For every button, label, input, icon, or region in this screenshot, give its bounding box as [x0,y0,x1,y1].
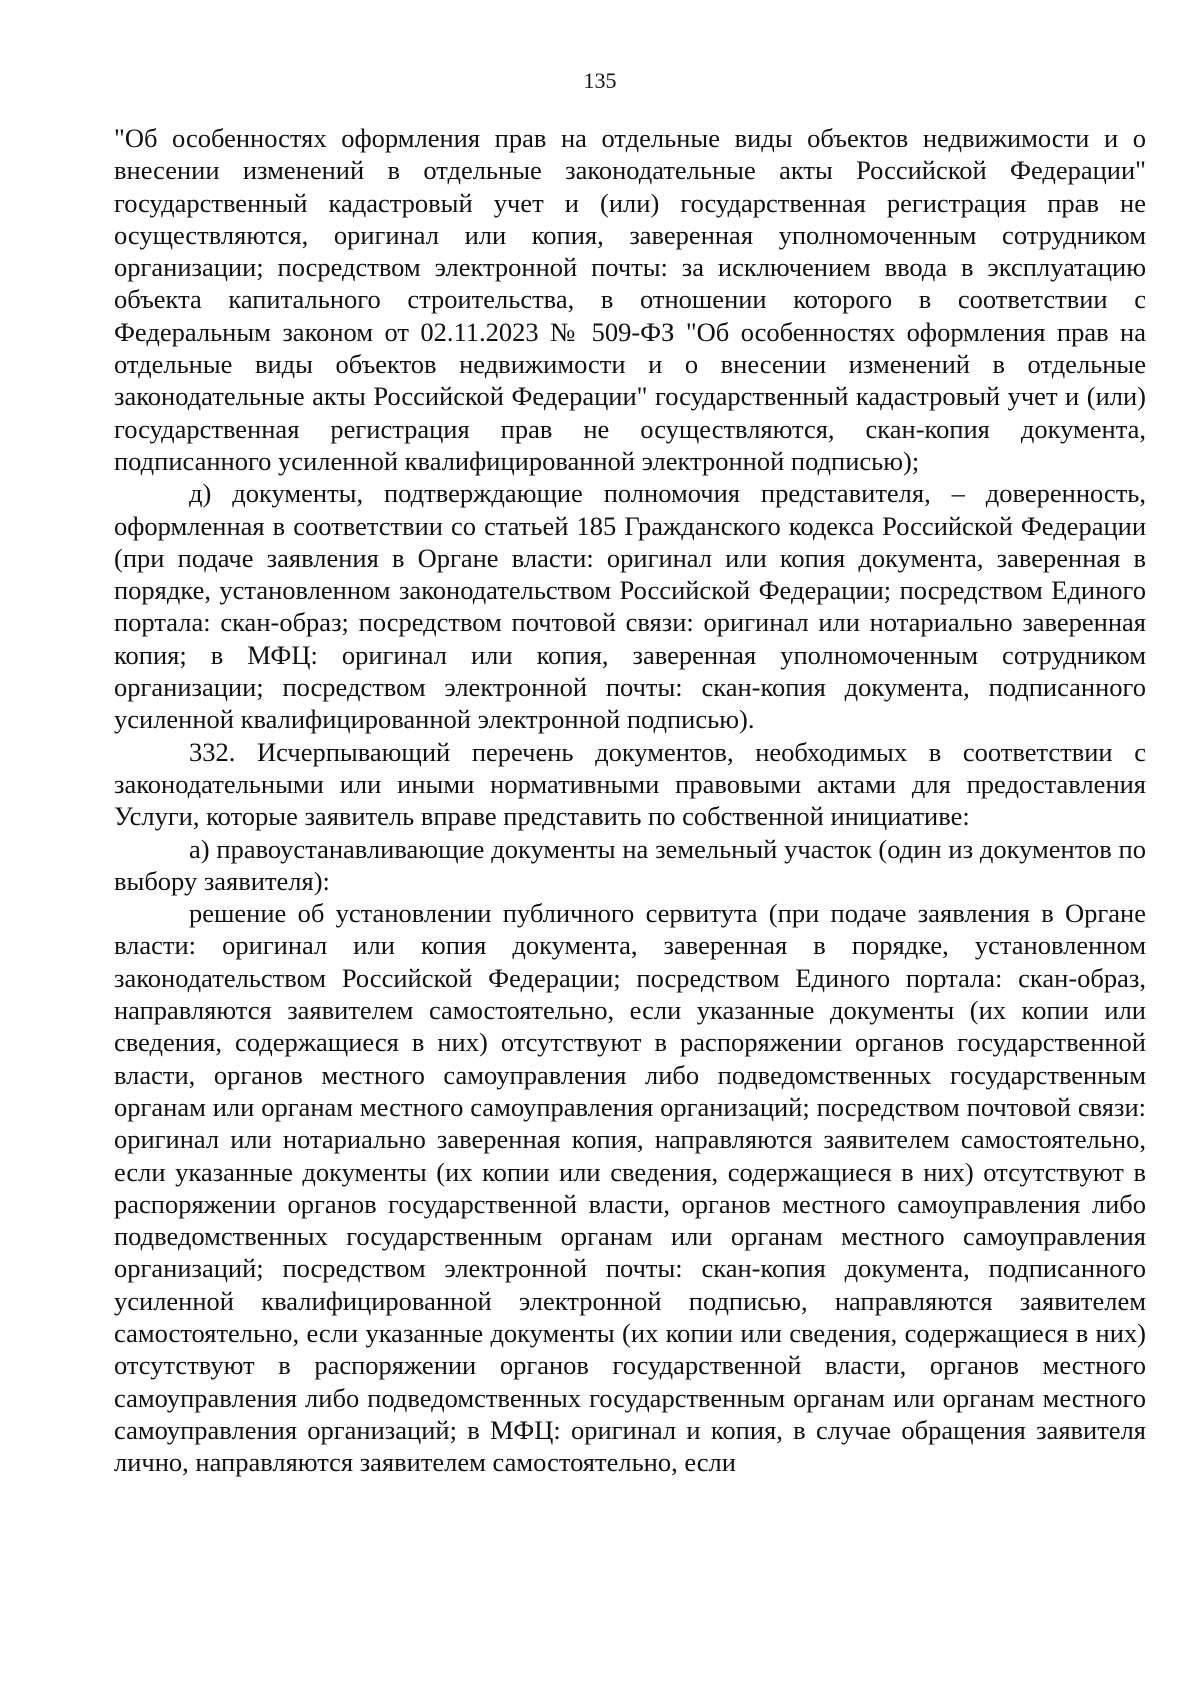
page-number: 135 [583,68,617,93]
paragraph-item-d: д) документы, подтверждающие полномочия представителя, – доверенность, оформленная в соответствии со статьей 185 Гражданского кодекса Российской Федерации (при подаче заявления в Органе власти: оригинал или копия документа, заверенная в порядке, установленном законодательством Российской Федерации; посредством Единого портала: скан-образ; посредством почтовой связи: оригинал или нотариально заверенная копия; в МФЦ: оригинал или копия, заверенная уполномоченным сотрудником организации; посредством электронной почты: скан-копия документа, подписанного усиленной квалифицированной электронной подписью). [114,478,1146,735]
paragraph-continuation: "Об особенностях оформления прав на отдельные виды объектов недвижимости и о внесении изменений в отдельные законодательные акты Российской Федерации" государственный кадастровый учет и (или) государственная регистрация прав не осуществляются, оригинал или копия, заверенная уполномоченным сотрудником организации; посредством электронной почты: за исключением ввода в эксплуатацию объекта капитального строительства, в отношении которого в соответствии с Федеральным законом от 02.11.2023 № 509-ФЗ "Об особенностях оформления прав на отдельные виды объектов недвижимости и о внесении изменений в отдельные законодательные акты Российской Федерации" государственный кадастровый учет и (или) государственная регистрация прав не осуществляются, скан-копия документа, подписанного усиленной квалифицированной электронной подписью); [114,123,1146,476]
paragraph-332: 332. Исчерпывающий перечень документов, необходимых в соответствии с законодательными или иными нормативными правовыми актами для предоставления Услуги, которые заявитель вправе представить по собственной инициативе: [114,736,1146,832]
document-body [114,122,1146,1478]
paragraph-item-a: а) правоустанавливающие документы на земельный участок (один из документов по выбору заявителя): [114,833,1146,896]
paragraph-servitude-decision: решение об установлении публичного сервитута (при подаче заявления в Органе власти: оригинал или копия документа, заверенная в порядке, установленном законодательством Российской Федерации; посредством Единого портала: скан-образ, направляются заявителем самостоятельно, если указанные документы (их копии или сведения, содержащиеся в них) отсутствуют в распоряжении органов государственной власти, органов местного самоуправления либо подведомственных государственным органам или органам местного самоуправления организаций; посредством почтовой связи: оригинал или нотариально заверенная копия, направляются заявителем самостоятельно, если указанные документы (их копии или сведения, содержащиеся в них) отсутствуют в распоряжении органов государственной власти, органов местного самоуправления либо подведомственных государственным органам или органам местного самоуправления организаций; посредством электронной почты: скан-копия документа, подписанного усиленной квалифицированной электронной подписью, направляются заявителем самостоятельно, если указанные документы (их копии или сведения, содержащиеся в них) отсутствуют в распоряжении органов государственной власти, органов местного самоуправления либо подведомственных государственным органам или органам местного самоуправления организаций; в МФЦ: оригинал и копия, в случае обращения заявителя лично, направляются заявителем самостоятельно, если [114,898,1146,1478]
